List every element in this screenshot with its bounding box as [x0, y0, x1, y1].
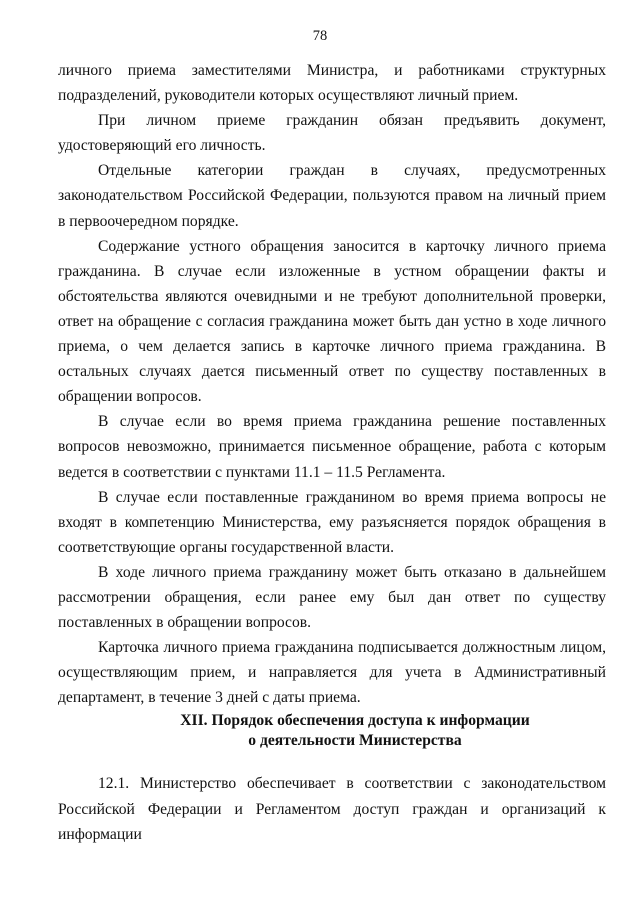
- paragraph-identity-document: При личном приеме гражданин обязан предъявить документ, удостоверяющий его личность.: [58, 112, 606, 155]
- page-number: 78: [312, 28, 328, 44]
- paragraph-priority-categories: Отдельные категории граждан в случаях, предусмотренных законодательством Российской Федерации, пользуются правом на личный прием в первоочередном порядке.: [58, 162, 606, 230]
- paragraph-refusal: В ходе личного приема гражданину может быть отказано в дальнейшем рассмотрении обращения, если ранее ему был дан ответ по существу поставленных в обращении вопросов.: [58, 563, 606, 632]
- paragraph-12-1: 12.1. Министерство обеспечивает в соответствии с законодательством Российской Федерации и Регламентом доступ граждан и организаций к информации: [58, 775, 606, 843]
- section-heading-line-1: XII. Порядок обеспечения доступа к информации: [180, 712, 530, 729]
- paragraph-continuation: личного приема заместителями Министра, и работниками структурных подразделений, руководители которых осуществляют личный прием.: [58, 62, 606, 105]
- paragraph-competence: В случае если поставленные гражданином во время приема вопросы не входят в компетенцию Министерства, ему разъясняется порядок обращения в соответствующие органы государственной власти.: [58, 488, 606, 556]
- body-text: [58, 58, 606, 710]
- paragraph-oral-appeal: Содержание устного обращения заносится в карточку личного приема гражданина. В случае если изложенные в устном обращении факты и обстоятельства являются очевидными и не требуют дополнительной проверки, ответ на обращение с согласия гражданина может быть дан устно в ходе личного приема, о чем делается запись в карточке личного приема гражданина. В остальных случаях дается письменный ответ по существу поставленных в обращении вопросов.: [58, 237, 606, 406]
- paragraph-card-signing: Карточка личного приема гражданина подписывается должностным лицом, осуществляющим прием, и направляется для учета в Административный департамент, в течение 3 дней с даты приема.: [58, 639, 606, 707]
- paragraph-written-appeal: В случае если во время приема гражданина решение поставленных вопросов невозможно, принимается письменное обращение, работа с которым ведется в соответствии с пунктами 11.1 – 11.5 Регламента.: [58, 413, 606, 481]
- section-heading-line-2: о деятельности Министерства: [248, 732, 462, 749]
- section-heading: [120, 711, 590, 751]
- section-body: [58, 771, 606, 848]
